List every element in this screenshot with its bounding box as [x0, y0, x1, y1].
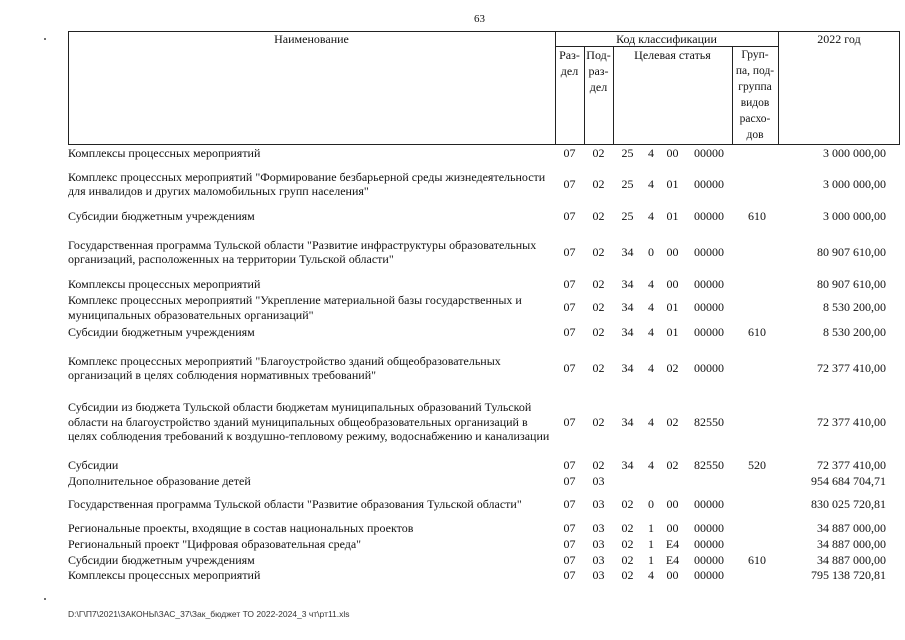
row-name: Комплексы процессных мероприятий	[68, 146, 261, 161]
row-cs1: 34	[621, 300, 634, 315]
row-cs3: 00	[666, 146, 679, 161]
row-amount: 34 887 000,00	[817, 552, 886, 567]
row-pr: 02	[592, 277, 605, 292]
page-number: 63	[474, 13, 485, 25]
row-cs4: 00000	[694, 360, 724, 375]
row-cs2: 0	[648, 496, 654, 511]
row-cs1: 34	[621, 360, 634, 375]
row-rz: 07	[563, 552, 576, 567]
row-cs4: 00000	[694, 568, 724, 583]
header-target: Целевая статья	[634, 48, 711, 62]
row-rz: 07	[563, 520, 576, 535]
row-cs1: 25	[621, 146, 634, 161]
row-cs1: 34	[621, 277, 634, 292]
row-cs1: 34	[621, 457, 634, 472]
row-amount: 8 530 200,00	[823, 300, 886, 315]
row-pr: 02	[592, 244, 605, 259]
row-cs4: 00000	[694, 324, 724, 339]
row-rz: 07	[563, 208, 576, 223]
row-name: Субсидии бюджетным учреждениям	[68, 552, 255, 567]
row-amount: 3 000 000,00	[823, 146, 886, 161]
row-name: Региональные проекты, входящие в состав национальных проектов	[68, 520, 414, 535]
row-rz: 07	[563, 146, 576, 161]
row-vr: 610	[748, 552, 766, 567]
scan-speck	[44, 38, 46, 40]
row-cs4: 00000	[694, 536, 724, 551]
row-cs3: E4	[665, 552, 680, 567]
row-cs3: 01	[666, 324, 679, 339]
row-cs3: 00	[666, 496, 679, 511]
row-cs4: 82550	[694, 457, 724, 472]
row-pr: 03	[592, 474, 605, 489]
row-cs2: 1	[648, 536, 654, 551]
row-cs4: 00000	[694, 146, 724, 161]
row-cs4: 00000	[694, 520, 724, 535]
row-amount: 795 138 720,81	[811, 568, 886, 583]
row-cs2: 4	[648, 568, 654, 583]
row-amount: 954 684 704,71	[811, 474, 886, 489]
row-cs3: 00	[666, 244, 679, 259]
row-pr: 02	[592, 300, 605, 315]
row-cs4: 82550	[694, 414, 724, 429]
row-amount: 8 530 200,00	[823, 324, 886, 339]
row-cs1: 34	[621, 414, 634, 429]
row-cs1: 02	[621, 552, 634, 567]
row-rz: 07	[563, 300, 576, 315]
row-amount: 830 025 720,81	[811, 496, 886, 511]
row-rz: 07	[563, 496, 576, 511]
row-cs3: 01	[666, 208, 679, 223]
row-rz: 07	[563, 457, 576, 472]
row-rz: 07	[563, 277, 576, 292]
row-cs4: 00000	[694, 208, 724, 223]
row-rz: 07	[563, 324, 576, 339]
row-cs2: 1	[648, 520, 654, 535]
row-name: Комплекс процессных мероприятий "Формирование безбарьерной среды жизнедеятельности для инвалидов и других маломобильных групп населения"	[68, 169, 546, 198]
table-row	[68, 389, 900, 455]
row-cs1: 25	[621, 176, 634, 191]
row-cs1: 34	[621, 324, 634, 339]
row-cs2: 4	[648, 176, 654, 191]
row-name: Комплекс процессных мероприятий "Укрепление материальной базы государственных и муниципальных образовательных организаций"	[68, 293, 522, 322]
row-name: Государственная программа Тульской области "Развитие инфраструктуры образовательных организаций, расположенных на территории Тульской области"	[68, 237, 537, 266]
row-amount: 72 377 410,00	[817, 414, 886, 429]
row-name: Комплекс процессных мероприятий "Благоустройство зданий общеобразовательных организаций в целях соблюдения нормативных требований"	[68, 353, 501, 382]
row-amount: 80 907 610,00	[817, 277, 886, 292]
row-cs3: E4	[665, 536, 680, 551]
row-name: Субсидии бюджетным учреждениям	[68, 208, 255, 223]
row-name: Комплексы процессных мероприятий	[68, 277, 261, 292]
table-row	[68, 489, 900, 519]
row-pr: 02	[592, 324, 605, 339]
row-cs2: 1	[648, 552, 654, 567]
table-row	[68, 146, 900, 161]
row-pr: 03	[592, 496, 605, 511]
row-cs4: 00000	[694, 552, 724, 567]
header-expense-group: Груп- па, под- группа видов расхо- дов	[735, 49, 775, 141]
header-section: Раз- дел	[559, 48, 580, 78]
row-cs1: 02	[621, 520, 634, 535]
row-cs1: 25	[621, 208, 634, 223]
row-cs1: 02	[621, 536, 634, 551]
row-cs1: 02	[621, 496, 634, 511]
table-row	[68, 166, 900, 202]
row-amount: 3 000 000,00	[823, 208, 886, 223]
row-rz: 07	[563, 360, 576, 375]
row-cs3	[660, 474, 685, 489]
table-row	[68, 474, 900, 489]
row-cs1: 02	[621, 568, 634, 583]
row-cs3: 02	[666, 360, 679, 375]
footer-file-path: D:\Г\П7\2021\ЗАКОНЫ\ЗАС_37\Зак_бюджет ТО 2022-2024_3 чт\рт11.xls	[68, 609, 350, 619]
row-cs2	[642, 474, 660, 489]
row-cs2: 0	[648, 244, 654, 259]
row-amount: 3 000 000,00	[823, 176, 886, 191]
table-row	[68, 277, 900, 292]
row-cs2: 4	[648, 146, 654, 161]
row-amount: 34 887 000,00	[817, 536, 886, 551]
row-rz: 07	[563, 414, 576, 429]
row-name: Субсидии бюджетным учреждениям	[68, 324, 255, 339]
row-pr: 03	[592, 520, 605, 535]
table-row	[68, 457, 900, 473]
row-cs4: 00000	[694, 244, 724, 259]
row-cs4	[685, 474, 733, 489]
row-pr: 03	[592, 568, 605, 583]
row-cs3: 00	[666, 520, 679, 535]
row-rz: 07	[563, 474, 576, 489]
row-rz: 07	[563, 244, 576, 259]
header-divider-year	[778, 31, 779, 145]
row-cs3: 01	[666, 300, 679, 315]
header-subsection: Под- раз- дел	[586, 48, 611, 94]
table-row	[68, 292, 900, 323]
row-cs2: 4	[648, 208, 654, 223]
table-row	[68, 552, 900, 568]
row-pr: 03	[592, 552, 605, 567]
row-name: Комплексы процессных мероприятий	[68, 568, 261, 583]
row-cs3: 01	[666, 176, 679, 191]
row-name: Субсидии из бюджета Тульской области бюджетам муниципальных образований Тульской области на благоустройство зданий муниципальных общеобразовательных организаций в целях соблюдения требований к воздушно-тепловому режиму, водоснабжению и канализации	[68, 400, 550, 444]
scan-speck	[44, 598, 46, 600]
row-cs2: 4	[648, 457, 654, 472]
row-cs4: 00000	[694, 176, 724, 191]
row-pr: 02	[592, 457, 605, 472]
row-pr: 02	[592, 208, 605, 223]
row-cs2: 4	[648, 277, 654, 292]
row-pr: 02	[592, 414, 605, 429]
row-cs2: 4	[648, 324, 654, 339]
row-pr: 03	[592, 536, 605, 551]
header-name: Наименование	[274, 32, 349, 46]
row-cs4: 00000	[694, 496, 724, 511]
row-pr: 02	[592, 146, 605, 161]
header-year: 2022 год	[817, 32, 861, 46]
table-row	[68, 520, 900, 536]
row-amount: 72 377 410,00	[817, 360, 886, 375]
table-row	[68, 324, 900, 340]
row-rz: 07	[563, 568, 576, 583]
row-cs1	[613, 474, 642, 489]
row-name: Дополнительное образование детей	[68, 474, 251, 489]
row-name: Государственная программа Тульской области "Развитие образования Тульской области"	[68, 496, 522, 511]
row-vr: 610	[748, 324, 766, 339]
row-rz: 07	[563, 536, 576, 551]
row-pr: 02	[592, 360, 605, 375]
row-pr: 02	[592, 176, 605, 191]
row-rz: 07	[563, 176, 576, 191]
row-cs3: 00	[666, 568, 679, 583]
header-code-group: Код классификации	[616, 32, 717, 46]
row-vr: 610	[748, 208, 766, 223]
row-amount: 80 907 610,00	[817, 244, 886, 259]
row-vr: 520	[748, 457, 766, 472]
row-amount: 72 377 410,00	[817, 457, 886, 472]
row-cs4: 00000	[694, 277, 724, 292]
row-cs1: 34	[621, 244, 634, 259]
row-cs2: 4	[648, 360, 654, 375]
row-cs2: 4	[648, 414, 654, 429]
table-row	[68, 208, 900, 224]
row-cs3: 02	[666, 457, 679, 472]
table-row	[68, 536, 900, 552]
row-name: Региональный проект "Цифровая образовательная среда"	[68, 536, 362, 551]
row-name: Субсидии	[68, 457, 119, 472]
row-cs4: 00000	[694, 300, 724, 315]
row-amount: 34 887 000,00	[817, 520, 886, 535]
row-cs3: 02	[666, 414, 679, 429]
table-row	[68, 234, 900, 270]
table-row	[68, 568, 900, 583]
table-row	[68, 350, 900, 386]
row-cs2: 4	[648, 300, 654, 315]
row-cs3: 00	[666, 277, 679, 292]
